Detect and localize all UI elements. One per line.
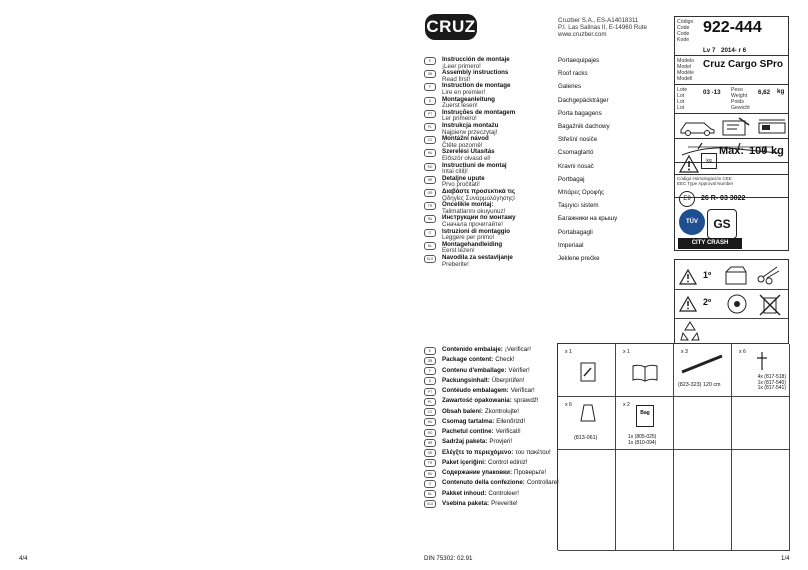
product-type: Kravni nosač bbox=[558, 162, 594, 170]
instruction-title: Detaljne upute bbox=[442, 174, 485, 182]
content-check: sprawdź! bbox=[513, 397, 539, 405]
language-code: PL bbox=[424, 123, 436, 131]
company-name: Cruzber S.A., ES-A14018311 bbox=[558, 17, 639, 24]
content-check: Zkontrolujte! bbox=[484, 407, 519, 415]
content-check-row bbox=[442, 490, 519, 497]
part-cell-empty bbox=[616, 450, 674, 551]
product-code: 922-444 bbox=[703, 19, 762, 36]
language-code: TR bbox=[424, 459, 436, 467]
content-check-row bbox=[442, 346, 531, 353]
lot-block bbox=[674, 85, 789, 114]
weight-unit: kg bbox=[777, 88, 785, 95]
part-desc: 1x (817-541) bbox=[757, 385, 786, 391]
weight-icon: kg bbox=[701, 153, 717, 169]
content-check-row bbox=[442, 449, 551, 456]
language-code: RU bbox=[424, 215, 436, 223]
instruction-subtitle: Οδηγίες ΣυναρμολόγησηςΙ bbox=[442, 194, 515, 202]
content-check: Control ediniz! bbox=[488, 458, 528, 466]
lot-number: 03 -13 bbox=[703, 89, 721, 96]
content-check: Vérifier! bbox=[508, 366, 530, 374]
content-check-row bbox=[442, 377, 524, 384]
code-label: Kode bbox=[677, 37, 690, 43]
revision-date: 2014- r 6 bbox=[721, 47, 747, 54]
language-code: CZ bbox=[424, 136, 436, 144]
content-check-row bbox=[442, 397, 539, 404]
content-label: Contéudo embalagem: bbox=[442, 387, 509, 394]
tuv-logo: TÜV bbox=[679, 209, 705, 235]
part-desc: 1x (810-094) bbox=[628, 439, 657, 446]
product-type: Dachgepäckträger bbox=[558, 96, 609, 104]
content-label: Package content: bbox=[442, 356, 494, 364]
gs-logo: GS bbox=[707, 209, 737, 239]
content-check-row bbox=[442, 438, 512, 445]
mounting-icon bbox=[719, 115, 755, 137]
instruction-title: Instruction de montage bbox=[442, 82, 511, 90]
model-label: Model bbox=[677, 64, 692, 70]
weight-label: Peso bbox=[731, 87, 743, 93]
part-desc: (813-061) bbox=[574, 435, 598, 441]
homologation-block bbox=[674, 174, 789, 251]
content-label: Paket içeriğini: bbox=[442, 458, 487, 466]
part-cell-empty bbox=[674, 450, 732, 551]
language-code: NL bbox=[424, 490, 436, 498]
content-check-row bbox=[442, 387, 535, 394]
language-code: NL bbox=[424, 242, 436, 250]
model-block bbox=[674, 56, 789, 85]
content-label: Содержание упаковки: bbox=[442, 469, 513, 476]
product-type: Μπάρες Οροφής bbox=[558, 189, 605, 196]
language-code: HU bbox=[424, 418, 436, 426]
language-code: HU bbox=[424, 149, 436, 157]
footer-left-page: 4/4 bbox=[19, 555, 28, 562]
language-code: GR bbox=[424, 189, 436, 197]
homologation-number: 26 R- 03 3022 bbox=[701, 195, 746, 202]
content-check-row bbox=[442, 356, 515, 363]
instruction-title: Assembly instructions bbox=[442, 69, 509, 77]
crossbar-icon bbox=[678, 352, 728, 376]
product-type: Portaequipajes bbox=[558, 57, 600, 64]
language-code: E bbox=[424, 347, 436, 355]
language-code: RU bbox=[424, 470, 436, 478]
content-check-row bbox=[442, 500, 518, 507]
content-check: Verificar! bbox=[510, 387, 535, 394]
language-code: PT bbox=[424, 110, 436, 118]
part-qty: x 6 bbox=[739, 349, 746, 355]
instruction-title: Montageanleitung bbox=[442, 95, 495, 103]
no-bin-icon bbox=[757, 292, 783, 318]
parts-grid bbox=[557, 343, 789, 550]
company-address: P.I. Las Salinas II, E-14960 Rute bbox=[558, 24, 647, 31]
instruction-subtitle: Intai citiți! bbox=[442, 168, 468, 176]
language-code: SLO bbox=[424, 500, 436, 508]
cruz-logo: CRUZ bbox=[425, 14, 477, 40]
product-type: Imperiaal bbox=[558, 241, 584, 249]
weight-label: Poids bbox=[731, 99, 744, 105]
language-code: GR bbox=[424, 449, 436, 457]
language-code: F bbox=[424, 83, 436, 91]
max-load-value: 100 bbox=[749, 145, 768, 157]
content-check: Überprüfen! bbox=[491, 376, 525, 384]
product-type: Porta bagagens bbox=[558, 109, 602, 117]
code-label: Code bbox=[677, 25, 690, 31]
step2-label: 2º bbox=[703, 297, 712, 307]
level: Lv 7 bbox=[703, 47, 716, 54]
product-type: Jeklene prečke bbox=[558, 255, 600, 262]
lot-label: Lot bbox=[677, 93, 685, 99]
part-cell bbox=[616, 344, 674, 397]
instruction-subtitle: Zuerst lesen! bbox=[442, 102, 478, 110]
content-check: Verificati! bbox=[495, 428, 521, 435]
warning-step1-icon bbox=[679, 269, 697, 285]
lot-label: Lot bbox=[677, 99, 685, 105]
part-desc: 1x (817-540) bbox=[757, 379, 786, 386]
part-desc: 4x (817-518) bbox=[757, 374, 786, 380]
code-label: Code bbox=[677, 31, 690, 37]
weight-value: 6,62 bbox=[758, 89, 771, 96]
car-icon bbox=[678, 115, 716, 137]
content-check-row bbox=[442, 408, 519, 415]
content-check-row bbox=[442, 479, 559, 486]
part-desc: 1x (805-025) bbox=[628, 434, 657, 440]
language-code: D bbox=[424, 377, 436, 385]
content-check-row bbox=[442, 418, 525, 425]
manual-book-icon bbox=[632, 364, 658, 382]
instruction-title: Инструкции по монтажу bbox=[442, 214, 516, 222]
content-check-row bbox=[442, 459, 528, 466]
content-check: Check! bbox=[495, 356, 515, 364]
part-qty: x 3 bbox=[681, 349, 688, 355]
scissors-icon bbox=[755, 265, 781, 285]
instruction-subtitle: Čtěte pozorně! bbox=[442, 141, 483, 149]
language-code: RO bbox=[424, 163, 436, 171]
product-type: Portbagaj bbox=[558, 175, 585, 183]
language-code: IT bbox=[424, 480, 436, 488]
instruction-subtitle: Eerst lezen! bbox=[442, 247, 475, 255]
bolt-icon bbox=[754, 350, 770, 372]
footer-right-page: 1/4 bbox=[781, 555, 790, 562]
city-crash-badge: CITY CRASH bbox=[678, 238, 742, 249]
language-code: HR bbox=[424, 176, 436, 184]
product-type: Střešní nosiče bbox=[558, 136, 598, 144]
code-block bbox=[674, 16, 789, 56]
product-type: Portabagagli bbox=[558, 228, 593, 236]
instruction-subtitle: Először olvasd el! bbox=[442, 154, 491, 162]
weight-label: Gewicht bbox=[731, 105, 750, 111]
instruction-subtitle: Najpierw przeczytaj! bbox=[442, 128, 498, 136]
company-website: www.cruzber.com bbox=[558, 31, 607, 38]
instruction-title: Istruzioni di montaggio bbox=[442, 227, 511, 235]
end-cap-icon bbox=[580, 403, 596, 423]
product-type: Galeries bbox=[558, 83, 582, 91]
language-code: RO bbox=[424, 429, 436, 437]
language-code: PL bbox=[424, 398, 436, 406]
content-label: Csomag tartalma: bbox=[442, 417, 495, 425]
language-code: CZ bbox=[424, 408, 436, 416]
instruction-title: Montážní návod bbox=[442, 135, 489, 143]
content-check: Preverite! bbox=[491, 499, 518, 507]
instruction-title: Instrukcja montażu bbox=[442, 122, 499, 129]
language-code: F bbox=[424, 367, 436, 375]
part-qty: x 2 bbox=[623, 402, 630, 408]
product-type: Roof racks bbox=[558, 70, 588, 78]
part-cell-empty bbox=[674, 397, 732, 450]
part-cell-empty bbox=[558, 450, 616, 551]
part-qty: x 1 bbox=[623, 349, 630, 355]
model-label: Modelo bbox=[677, 58, 695, 64]
content-check: ¡Verificar! bbox=[504, 346, 531, 353]
instruction-title: Montagehandleiding bbox=[442, 240, 503, 248]
step1-label: 1º bbox=[703, 270, 712, 280]
content-check: Проверьте! bbox=[514, 469, 547, 476]
recycle-icon bbox=[679, 320, 701, 342]
product-type: Taşıyıcı sistem bbox=[558, 202, 599, 210]
content-label: Contenu d'emballage: bbox=[442, 366, 507, 374]
part-cell bbox=[558, 344, 616, 397]
part-cell bbox=[732, 344, 790, 397]
content-label: Contenuto della confezione: bbox=[442, 479, 525, 487]
content-label: Ελέγξτε το περιεχόμενο: bbox=[442, 448, 514, 456]
max-load-label: Max: bbox=[719, 145, 745, 157]
lot-label: Lot bbox=[677, 105, 685, 111]
content-check-row bbox=[442, 469, 546, 476]
language-code: SLO bbox=[424, 255, 436, 263]
box-icon bbox=[723, 265, 751, 285]
instruction-title: Szerelési Utasítás bbox=[442, 148, 495, 156]
instruction-subtitle: Lire en premier! bbox=[442, 88, 486, 96]
language-code: PT bbox=[424, 388, 436, 396]
mounting-pictograms bbox=[674, 114, 789, 139]
language-code: E bbox=[424, 57, 436, 65]
content-label: Packungsinhalt: bbox=[442, 376, 490, 384]
lot-label: Lote bbox=[677, 87, 688, 93]
instruction-subtitle: Preberite! bbox=[442, 260, 469, 268]
part-cell bbox=[674, 344, 732, 397]
instruction-subtitle: Сначала прочитайте! bbox=[442, 220, 503, 228]
language-code: GB bbox=[424, 357, 436, 365]
language-code: D bbox=[424, 97, 436, 105]
instruction-subtitle: Read first! bbox=[442, 75, 471, 83]
content-check: Ellenőrizd! bbox=[496, 417, 526, 425]
part-desc: (823-323) 120 cm bbox=[678, 382, 721, 388]
language-code: GB bbox=[424, 70, 436, 78]
instruction-title: Instrucțiuni de montaj bbox=[442, 161, 507, 169]
car-roof-icon bbox=[757, 115, 787, 137]
part-qty: x 1 bbox=[565, 349, 572, 355]
homologation-label: Código Homologación CEE bbox=[677, 176, 732, 181]
content-check: Controllare! bbox=[526, 479, 559, 487]
part-cell bbox=[558, 397, 616, 450]
content-check-row bbox=[442, 367, 530, 374]
e-mark-icon: E9 bbox=[679, 191, 695, 207]
instruction-sheet-icon bbox=[580, 362, 596, 382]
bag-icon: Bag bbox=[636, 405, 654, 427]
instruction-subtitle: Ler primeiro! bbox=[442, 115, 477, 123]
instruction-title: Navodila za sestavljanje bbox=[442, 254, 513, 261]
max-load-unit: kg bbox=[771, 145, 784, 157]
language-code: IT bbox=[424, 229, 436, 237]
instruction-subtitle: Prvo pročitati! bbox=[442, 181, 480, 189]
company-info bbox=[558, 17, 647, 38]
instruction-title: Instruções de montagem bbox=[442, 108, 516, 116]
content-check: Provjeri! bbox=[489, 438, 513, 446]
product-type: Bagażnik dachowy bbox=[558, 123, 610, 130]
part-cell-empty bbox=[732, 397, 790, 450]
content-check: Controleer! bbox=[488, 489, 519, 497]
code-label: Código bbox=[677, 19, 694, 25]
footer-din: DIN 75302: 02.91 bbox=[424, 555, 473, 562]
instruction-subtitle: Leggere per primo! bbox=[442, 234, 495, 242]
instruction-subtitle: ¡Leer primero! bbox=[442, 62, 481, 70]
content-label: Pakket inhoud: bbox=[442, 489, 487, 497]
parts-icon bbox=[725, 292, 751, 316]
content-label: Sadržaj paketa: bbox=[442, 438, 488, 446]
instruction-title: Öncelikle montaj: bbox=[442, 201, 494, 209]
content-label: Vsebina paketa: bbox=[442, 499, 490, 507]
content-check-row bbox=[442, 428, 521, 435]
model-label: Modèle bbox=[677, 70, 695, 76]
warning-triangle-icon bbox=[679, 155, 699, 173]
homologation-label-en: EEC Type Approval Number bbox=[677, 181, 734, 186]
language-code: HR bbox=[424, 439, 436, 447]
instruction-title: Διαβάστε προσεκτικά τις bbox=[442, 188, 516, 195]
model-label: Modell bbox=[677, 76, 693, 82]
instruction-title: Instrucción de montaje bbox=[442, 56, 510, 63]
warning-step2-icon bbox=[679, 296, 697, 312]
content-check: του πακέτου! bbox=[515, 448, 551, 456]
model-name: Cruz Cargo SPro bbox=[703, 59, 784, 70]
part-cell-empty bbox=[732, 450, 790, 551]
product-type: Csomagtartó bbox=[558, 149, 594, 157]
part-cell bbox=[616, 397, 674, 450]
weight-label: Weight bbox=[731, 93, 748, 99]
content-label: Contenido embalaje: bbox=[442, 346, 503, 353]
part-qty: x 6 bbox=[565, 402, 572, 408]
content-label: Pachetul contine: bbox=[442, 428, 494, 435]
language-code: TR bbox=[424, 202, 436, 210]
product-type: Багажники на крышу bbox=[558, 215, 618, 223]
instruction-subtitle: Talimatlarını okuyunuz! bbox=[442, 207, 506, 215]
content-label: Obsah balení: bbox=[442, 407, 483, 415]
warnings-block bbox=[674, 259, 789, 344]
content-label: Zawartość opakowania: bbox=[442, 397, 512, 405]
